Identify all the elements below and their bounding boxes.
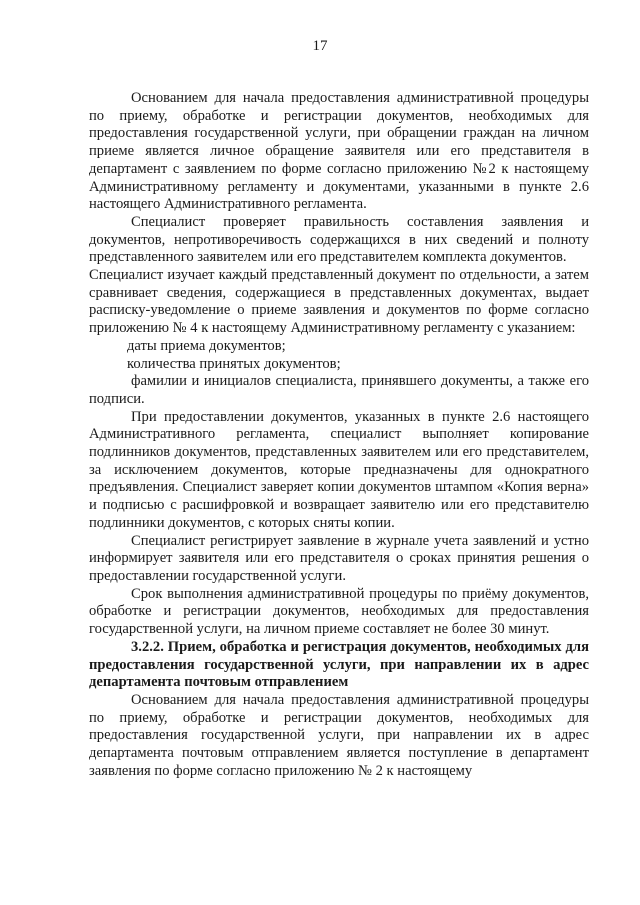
paragraph-basis-personal: Основанием для начала предоставления административной процедуры по приему, обработке и регистрации документов, необходимых для предоставления государственной услуги, при обращении граждан на личном приеме является личное обращение заявителя или его представителя в департамент с заявлением по форме согласно приложению №2 к настоящему Административному регламенту и документами, указанными в пункте 2.6 настоящего Административного регламента. [89, 90, 589, 213]
paragraph-basis-mail: Основанием для начала предоставления административной процедуры по приему, обработке и регистрации документов, необходимых для предоставления государственной услуги, при направлении их в адрес департамента почтовым отправлением является поступление в департамент заявления по форме согласно приложению № 2 к настоящему [89, 691, 589, 779]
page-number: 17 [312, 38, 328, 54]
paragraph-specialist-studies: Специалист изучает каждый представленный документ по отдельности, а затем сравнивает сведения, содержащиеся в представленных документах, выдает расписку-уведомление о приеме заявления и документов по форме согласно приложению № 4 к настоящему Административному регламенту с указанием: [89, 267, 589, 337]
list-item-receipt-date: даты приема документов; [127, 337, 286, 354]
list-item-documents-count: количества принятых документов; [127, 355, 341, 372]
paragraph-copying: При предоставлении документов, указанных в пункте 2.6 настоящего Административного регламента, специалист выполняет копирование подлинников документов, представленных заявителем или его представителем, за исключением документов, которые предназначены для однократного предъявления. Специалист заверяет копии документов штампом «Копия верна» и подписью с расшифровкой и возвращает заявителю или его представителю подлинники документов, с которых сняты копии. [89, 408, 589, 531]
paragraph-duration: Срок выполнения административной процедуры по приёму документов, обработке и регистрации документов, необходимых для предоставления государственной услуги, на личном приеме составляет не более 30 минут. [89, 585, 589, 638]
section-heading: 3.2.2. Прием, обработка и регистрация документов, необходимых для предоставления государственной услуги, при направлении их в адрес департамента почтовым отправлением [89, 638, 589, 691]
paragraph-specialist-checks: Специалист проверяет правильность составления заявления и документов, непротиворечивость содержащихся в них сведений и полноту представленного заявителем или его представителем комплекта документов. [89, 213, 589, 266]
list-item-specialist-name: фамилии и инициалов специалиста, принявшего документы, а также его подписи. [89, 373, 589, 407]
paragraph-registration: Специалист регистрирует заявление в журнале учета заявлений и устно информирует заявителя или его представителя о сроках принятия решения о предоставлении государственной услуги. [89, 532, 589, 584]
document-body [89, 90, 589, 780]
